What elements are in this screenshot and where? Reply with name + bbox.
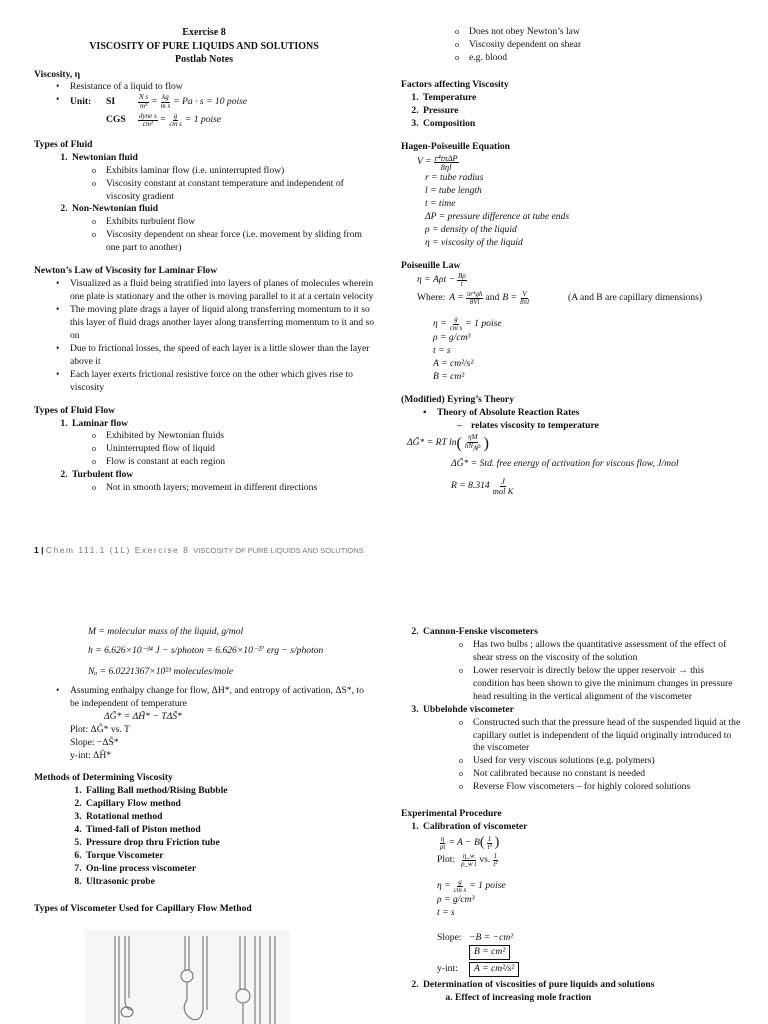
page-number: 1: [34, 545, 39, 555]
list-item: o Flow is constant at each region: [106, 456, 374, 469]
list-item: 8. Ultrasonic probe: [84, 876, 374, 889]
document-title: VISCOSITY OF PURE LIQUIDS AND SOLUTIONS: [89, 40, 319, 52]
page-footer: 1 | Chem 111.1 (1L) Exercise 8 VISCOSITY OF PURE LIQUIDS AND SOLUTIONS: [34, 545, 364, 555]
viscometer-illustration: [85, 930, 290, 1024]
list-item: Cannon-Fenske viscometers: [423, 626, 538, 637]
calibration-unit: η = $\frac{g}{\text{cm s}}$ = 1 poise: [437, 877, 506, 894]
poiseuille-where: Where: A = $\frac{\text{πr⁴gh}}{8Vl}$ and B = $\frac{V}{8\pi l}$ (A and B are capillary dimensions): [417, 289, 703, 306]
hagen-def: ΔP = pressure difference at tube ends: [425, 211, 570, 223]
poiseuille-unit: ρ = g/cm³: [433, 331, 471, 343]
list-item: o Exhibits laminar flow (i.e. uninterrupted flow): [106, 165, 374, 178]
eyring-definition: ΔG̃* = Std. free energy of activation for viscous flow, J/mol: [451, 458, 679, 470]
list-item: o Viscosity dependent on shear force (i.e. movement by sliding from one part to another): [106, 229, 374, 255]
poiseuille-heading: Poiseuille Law: [401, 259, 461, 271]
list-item: o e.g. blood: [469, 52, 741, 65]
viscosity-list: [34, 81, 374, 128]
gas-constant: R = 8.314 $\frac{J}{\text{mol K}}$: [451, 476, 514, 496]
hagen-def: t = time: [425, 198, 456, 210]
list-item: o Not in smooth layers; movement in different directions: [106, 482, 374, 495]
list-item: o Does not obey Newton’s law: [469, 26, 741, 39]
factors-heading: Factors affecting Viscosity: [401, 78, 509, 90]
turbulent-continued-list: [401, 26, 741, 65]
hagen-def: ρ = density of the liquid: [425, 224, 517, 236]
calibration-unit: t = s: [437, 907, 455, 919]
calibration-plot: Plot: $\frac{\eta\_w}{\text{ρ\_w t}}$ vs. $\frac{1}{\text{t²}}$: [437, 851, 498, 869]
list-item: Non-Newtonian fluid: [72, 203, 159, 215]
list-item: Turbulent flow: [72, 469, 134, 481]
list-item: a. Effect of increasing mole fraction: [455, 992, 741, 1005]
list-item: • Each layer exerts frictional resistive force on the other which gives rise to viscosity: [70, 369, 374, 395]
yint-line: y-int: ΔH̃*: [70, 749, 112, 761]
eyring-equation: ΔG̃* = RT ln ( $\frac{\eta M}{\text{hNAρ}}$ ): [407, 433, 489, 453]
hagen-def: η = viscosity of the liquid: [425, 237, 523, 249]
list-item: o Not calibrated because no constant is needed: [473, 768, 741, 781]
list-item: 3. Rotational method: [84, 811, 374, 824]
eyring-heading: (Modified) Eyring’s Theory: [401, 393, 514, 405]
eyring-sublist: [401, 420, 741, 433]
list-item: 4. Timed-fall of Piston method: [84, 824, 374, 837]
list-item: o Exhibited by Newtonian fluids: [106, 430, 374, 443]
exercise-number: Exercise 8: [182, 27, 226, 38]
methods-heading: Methods of Determining Viscosity: [34, 772, 173, 784]
list-item: Determination of viscosities of pure liquids and solutions: [423, 979, 655, 991]
list-item: o Viscosity constant at constant temperature and independent of viscosity gradient: [106, 178, 374, 204]
viscosity-heading: Viscosity, η: [34, 68, 81, 80]
list-item: 7. On-line process viscometer: [84, 863, 374, 876]
fluid-flow-list: [34, 418, 374, 496]
poiseuille-unit: t = s: [433, 344, 451, 356]
types-of-fluid-list: [34, 152, 374, 256]
list-item: o Lower reservoir is directly below the upper reservoir → this condition has been shown to give the minimum changes in pressure head resulting in the vertical alignment of the viscometer: [473, 665, 741, 704]
slope-box: B = cm²: [469, 945, 741, 960]
newton-law-heading: Newton’s Law of Viscosity for Laminar Flow: [34, 265, 218, 277]
poiseuille-equation: η = Aρt − $\frac{B\rho}{t}$: [417, 271, 466, 289]
footer-course: Chem 111.1 (1L) Exercise 8: [45, 545, 190, 555]
list-item: 2. Capillary Flow method: [84, 798, 374, 811]
constant-m: M = molecular mass of the liquid, g/mol: [88, 626, 244, 637]
list-item: 5. Pressure drop thru Friction tube: [84, 837, 374, 850]
gibbs-equation: ΔG̃* = ΔH̃* − TΔS̃*: [104, 710, 182, 722]
list-item: Ubbelohde viscometer: [423, 703, 514, 715]
list-item: Calibration of viscometer: [423, 821, 528, 833]
procedure-list: [401, 821, 741, 834]
yint-row: y-int: A = cm²/s²: [437, 962, 741, 977]
page2-left-column: [34, 626, 374, 916]
constant-h: h = 6.626×10⁻³⁴ J − s/photon = 6.626×10⁻²⁷ erg − s/photon: [88, 644, 324, 656]
poiseuille-unit: A = cm²/s²: [433, 357, 474, 369]
list-item: • The moving plate drags a layer of liquid along transferring momentum to it so this layer of fluid drags another layer along transferring momentum to it and so on: [70, 304, 374, 343]
slope-line: Slope: −ΔS̃*: [70, 736, 119, 748]
constant-na: Nₐ = 6.0221367×10²³ molecules/mole: [88, 665, 234, 677]
list-item: 1. Falling Ball method/Rising Bubble: [84, 785, 374, 798]
hagen-def: l = tube length: [425, 185, 482, 197]
list-item: – relates viscosity to temperature: [471, 420, 741, 433]
plot-line: Plot: ΔG̃* vs. T: [70, 723, 130, 735]
list-item: 6. Torque Viscometer: [84, 850, 374, 863]
types-of-fluid-heading: Types of Fluid: [34, 138, 93, 150]
hagen-def: r = tube radius: [425, 172, 484, 184]
list-item: 2. Pressure: [421, 105, 741, 118]
fluid-flow-heading: Types of Fluid Flow: [34, 404, 116, 416]
list-item: 1. Temperature: [421, 92, 741, 105]
assumption-list: [34, 685, 374, 711]
document-subtitle: Postlab Notes: [174, 54, 234, 65]
viscometer-types-heading: Types of Viscometer Used for Capillary Flow Method: [34, 902, 252, 914]
methods-list: [34, 785, 374, 889]
list-item: o Has two bulbs ; allows the quantitative assessment of the effect of shear stress on the viscosity of the solution: [473, 639, 741, 665]
list-item: o Exhibits turbulent flow: [106, 216, 374, 229]
list-item: 3. Composition: [421, 118, 741, 131]
factors-list: [401, 92, 741, 131]
eyring-list: [401, 407, 741, 420]
newton-law-list: [34, 278, 374, 394]
list-item: • Assuming enthalpy change for flow, ΔH*, and entropy of activation, ΔS*, to be independent of temperature: [70, 685, 374, 711]
list-item: • Resistance of a liquid to flow: [70, 81, 374, 94]
footer-title: VISCOSITY OF PURE LIQUIDS AND SOLUTIONS: [193, 546, 364, 555]
calibration-unit: ρ = g/cm³: [437, 894, 475, 906]
hagen-equation: V = $\frac{\text{r⁴tπΔP}}{8\eta l}$: [417, 152, 458, 173]
list-item: o Reverse Flow viscometers – for highly colored solutions: [473, 781, 741, 794]
page1-left-column: [34, 26, 374, 495]
list-item: o Constructed such that the pressure head of the suspended liquid at the capillary outlet is independent of the liquid originally introduced to the viscometer: [473, 717, 741, 756]
calibration-equation: $\frac{\eta}{\rho t}$ = A − B ( $\frac{1}{\text{t²}}$ ): [440, 834, 500, 851]
experimental-procedure-heading: Experimental Procedure: [401, 808, 502, 820]
list-item: • Theory of Absolute Reaction Rates: [437, 407, 741, 420]
list-item: Newtonian fluid: [72, 151, 138, 163]
page2-right-column: [401, 626, 741, 1005]
poiseuille-unit: η = $\frac{g}{\text{cm s}}$ = 1 poise: [433, 315, 502, 332]
list-item: o Uninterrupted flow of liquid: [106, 443, 374, 456]
list-item: • Visualized as a fluid being stratified into layers of planes of molecules wherein one plate is stationary and the other is moving parallel to it at a certain velocity: [70, 278, 374, 304]
list-item: o Viscosity dependent on shear: [469, 39, 741, 52]
slope-row: Slope: −B = −cm²: [437, 932, 514, 944]
list-item: Laminar flow: [72, 417, 129, 429]
list-item: • Unit: SI $\frac{\text{N s}}{\text{m²}}$ = $\frac{kg}{\text{m s}}$ = Pa · s = 10 poise CGS $\frac{\text{dyne s}}{\text{cm²}}$ = $\frac{g}{\text{cm s}}$ = 1 poise: [70, 94, 374, 128]
page1-right-column: [401, 26, 741, 496]
viscometer-list: [401, 626, 741, 794]
hagen-heading: Hagen-Poiseuille Equation: [401, 140, 511, 152]
list-item: o Used for very viscous solutions (e.g. polymers): [473, 755, 741, 768]
poiseuille-unit: B = cm²: [433, 370, 465, 382]
list-item: • Due to frictional losses, the speed of each layer is a little slower than the layer above it: [70, 343, 374, 369]
procedure-list-continued: [401, 979, 741, 1005]
